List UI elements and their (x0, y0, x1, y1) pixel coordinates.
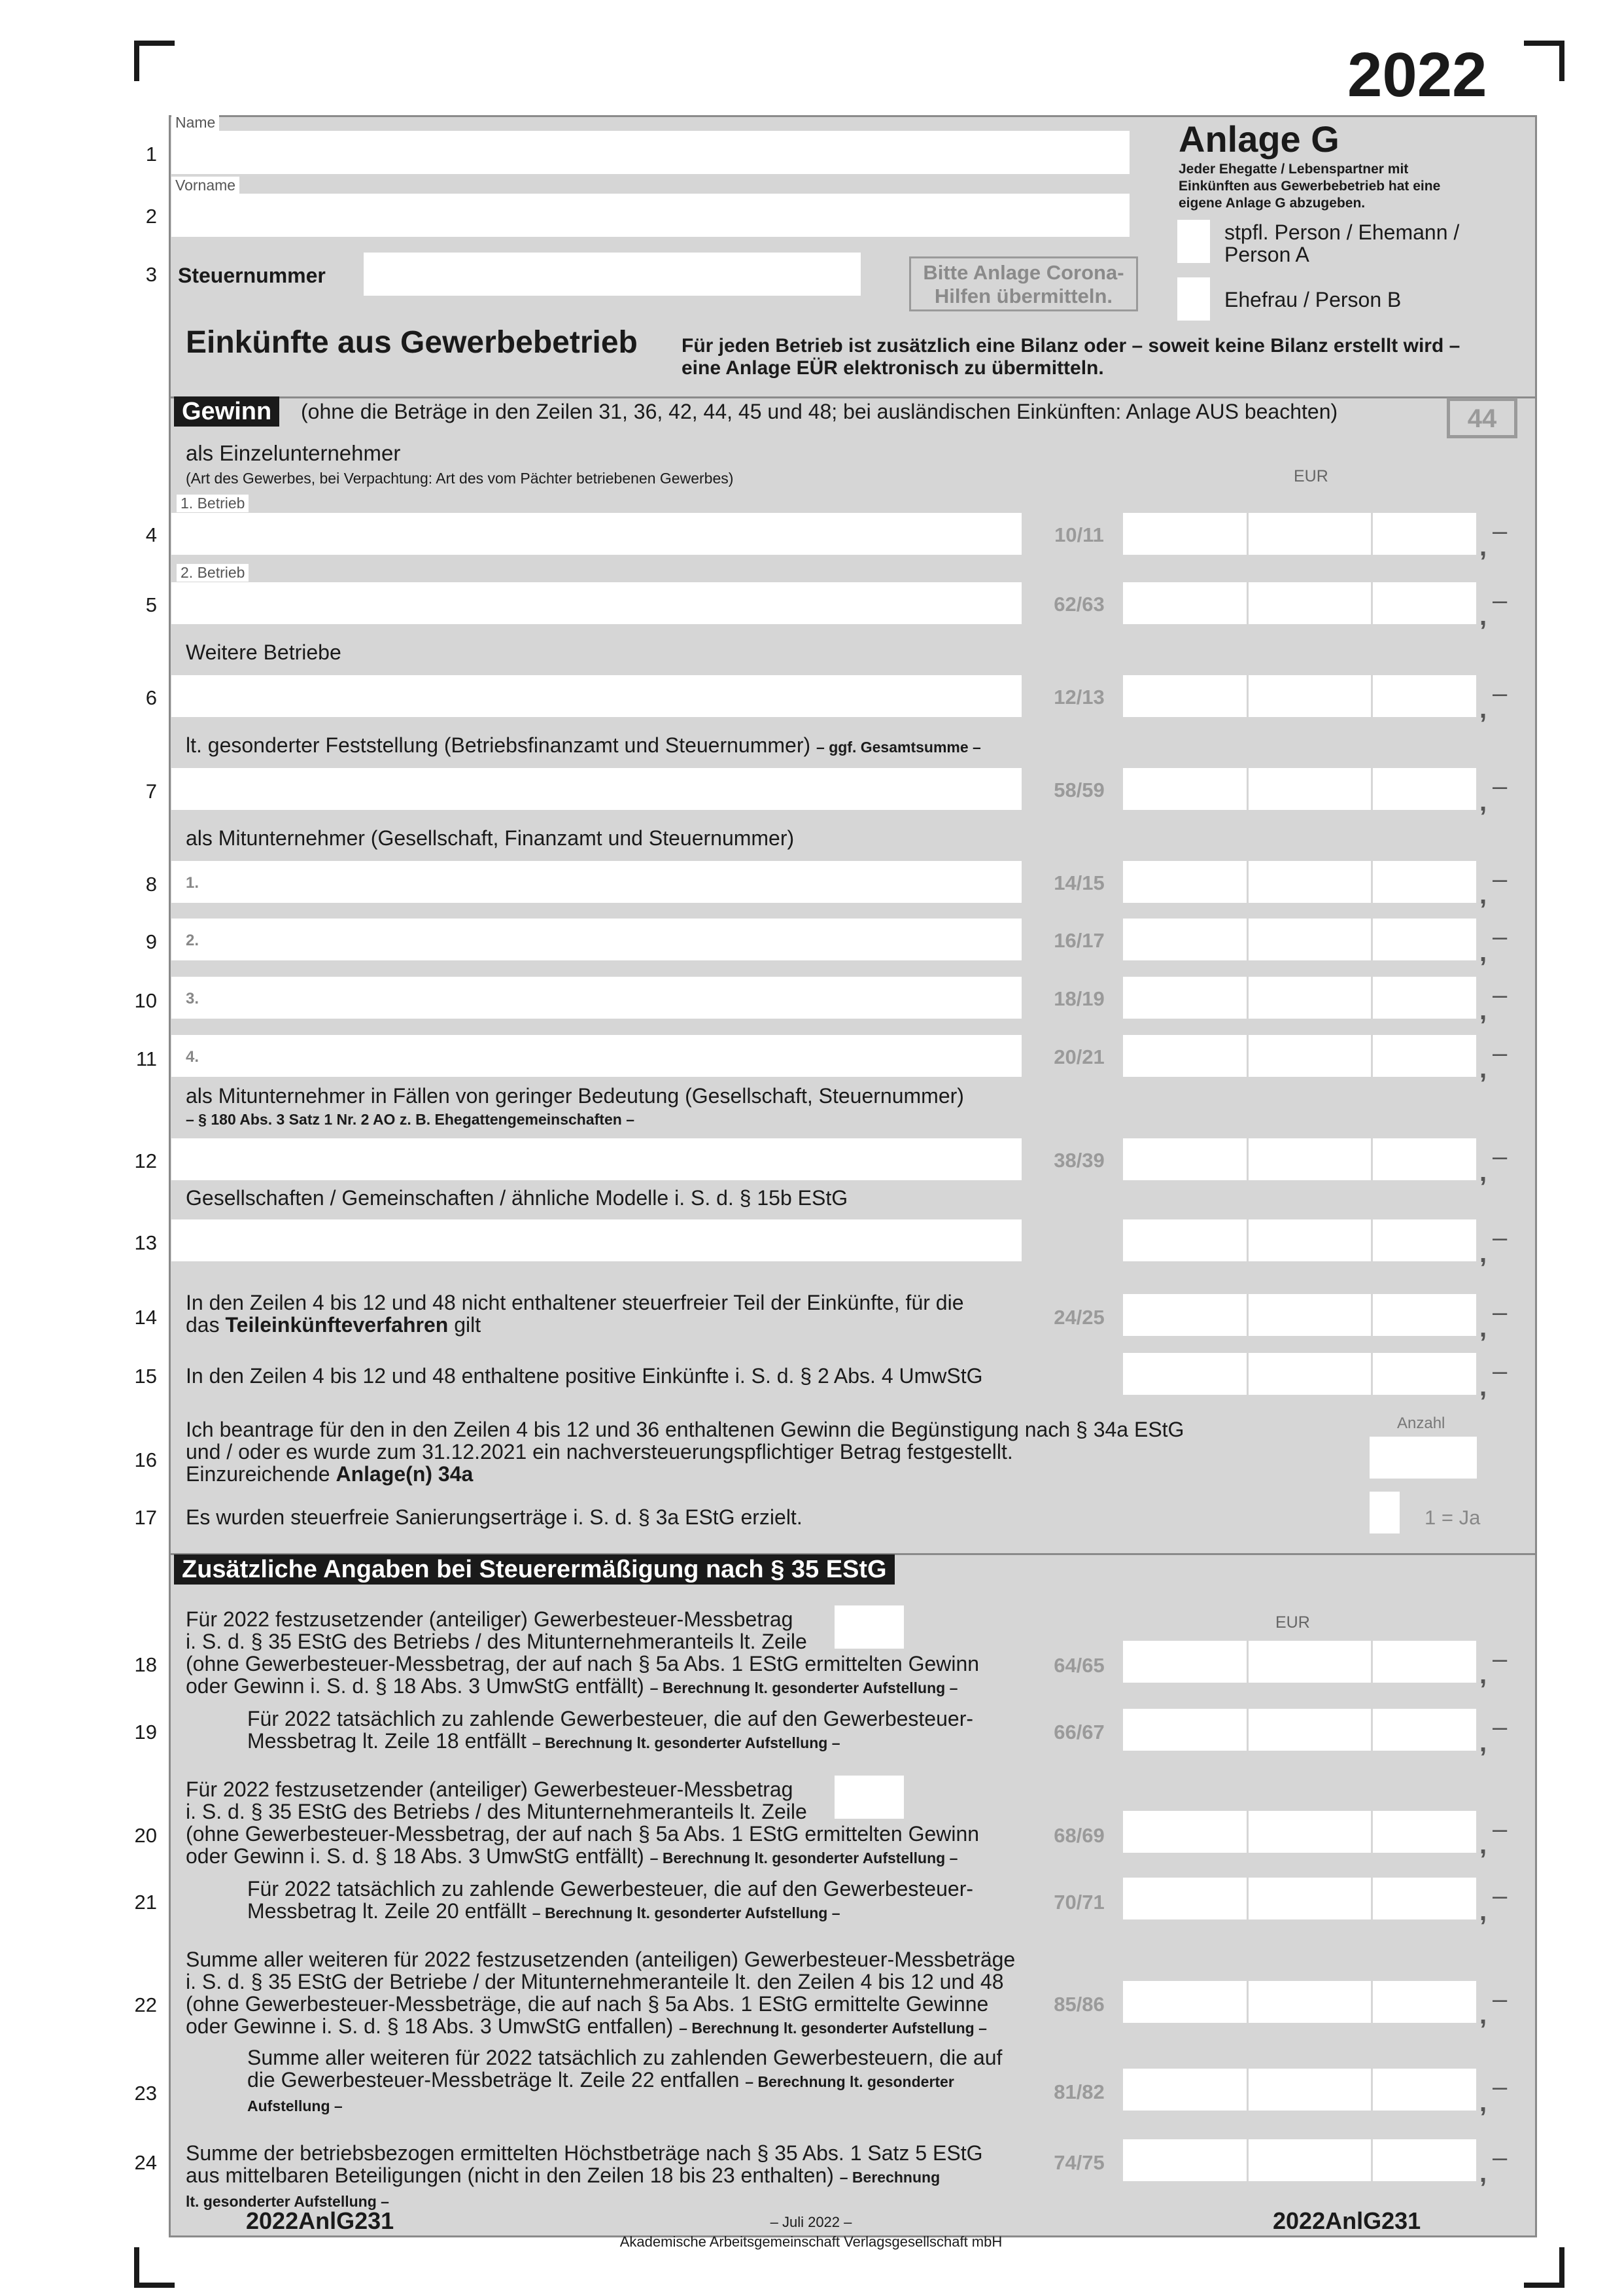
row-number: 3 (145, 263, 157, 286)
row-number: 21 (134, 1891, 157, 1914)
line17-text: Es wurden steuerfreie Sanierungserträge i. S. d. § 3a EStG erzielt. (186, 1505, 803, 1529)
amount-field[interactable] (1123, 2139, 1476, 2181)
code-box: 44 (1447, 398, 1517, 438)
weitere-label: Weitere Betriebe (186, 640, 341, 664)
row-number: 23 (134, 2082, 157, 2105)
row-number: 13 (134, 1231, 157, 1254)
divider (169, 396, 1537, 398)
line15-text: In den Zeilen 4 bis 12 und 48 enthaltene positive Einkünfte i. S. d. § 2 Abs. 4 UmwStG (186, 1364, 983, 1388)
row-number: 7 (145, 780, 157, 803)
kennzahl: 12/13 (1054, 686, 1105, 709)
amount-field[interactable] (1123, 1641, 1476, 1683)
gesellschaften-input[interactable] (171, 1219, 1022, 1261)
row-number: 17 (134, 1506, 157, 1529)
amount-field[interactable] (1123, 1981, 1476, 2023)
kennzahl: 81/82 (1054, 2080, 1105, 2103)
geringe-label: als Mitunternehmer in Fällen von geringer Bedeutung (Gesellschaft, Steuernummer) (186, 1084, 964, 1108)
zeile-ref-input[interactable] (835, 1605, 904, 1649)
mitunternehmer-4-label: 4. (186, 1048, 199, 1066)
form-code-left: 2022AnlG231 (246, 2207, 394, 2234)
kennzahl: 66/67 (1054, 1721, 1105, 1743)
mitunternehmer-label: als Mitunternehmer (Gesellschaft, Finanzamt und Steuernummer) (186, 826, 795, 850)
form-code-right: 2022AnlG231 (1273, 2207, 1421, 2234)
row-number: 18 (134, 1653, 157, 1676)
kennzahl: 14/15 (1054, 871, 1105, 894)
sanierung-checkbox[interactable] (1370, 1492, 1400, 1533)
row-number: 6 (145, 686, 157, 709)
line16-text: Ich beantrage für den in den Zeilen 4 bis 12 und 36 enthaltenen Gewinn die Begünstigung nach § 34a EStG und / oder es wurde zum 31.12.2021 ein nachversteuerungspflichtiger Betrag festgestellt. Einzureichende Anlage(n) 34a (186, 1418, 1184, 1486)
amount-field[interactable] (1123, 1219, 1476, 1261)
vorname-input[interactable] (171, 194, 1130, 237)
amount-field[interactable] (1123, 675, 1476, 717)
amount-field[interactable] (1123, 582, 1476, 624)
kennzahl: 20/21 (1054, 1045, 1105, 1068)
einzel-heading: als Einzelunternehmer (186, 441, 401, 465)
amount-field[interactable] (1123, 768, 1476, 810)
footer-publisher: Akademische Arbeitsgemeinschaft Verlagsgesellschaft mbH (619, 2234, 1003, 2250)
mitunternehmer-1-label: 1. (186, 874, 199, 892)
row-number: 16 (134, 1448, 157, 1471)
kennzahl: 62/63 (1054, 593, 1105, 616)
crop-mark-top-right (1524, 41, 1564, 81)
amount-field[interactable] (1123, 2069, 1476, 2111)
line24-text: Summe der betriebsbezogen ermittelten Höchstbeträge nach § 35 Abs. 1 Satz 5 EStG aus mittelbaren Beteiligungen (nicht in den Zeilen 18 bis 23 enthalten) – Berechnung lt. gesonderter Aufstellung – (186, 2141, 983, 2210)
einzel-sub: (Art des Gewerbes, bei Verpachtung: Art des vom Pächter betriebenen Gewerbes) (186, 470, 734, 487)
row-number: 2 (145, 205, 157, 228)
amount-field[interactable] (1123, 1353, 1476, 1395)
kennzahl: 58/59 (1054, 779, 1105, 801)
kennzahl: 38/39 (1054, 1149, 1105, 1172)
amount-field[interactable] (1123, 861, 1476, 903)
main-title: Einkünfte aus Gewerbebetrieb (186, 325, 638, 360)
feststellung-input[interactable] (171, 768, 1022, 810)
person-b-checkbox[interactable] (1177, 277, 1210, 321)
corona-notice: Bitte Anlage Corona-Hilfen übermitteln. (909, 256, 1138, 311)
betrieb2-label: 2. Betrieb (177, 564, 249, 582)
feststellung-label: lt. gesonderter Feststellung (Betriebsfinanzamt und Steuernummer) – ggf. Gesamtsumme – (186, 733, 981, 757)
person-b-label: Ehefrau / Person B (1224, 288, 1402, 311)
row-number: 22 (134, 1993, 157, 2016)
geringe-small: – § 180 Abs. 3 Satz 1 Nr. 2 AO z. B. Ehegattengemeinschaften – (186, 1111, 634, 1128)
row-number: 20 (134, 1824, 157, 1847)
kennzahl: 16/17 (1054, 929, 1105, 952)
anlage-title: Anlage G (1179, 118, 1339, 160)
person-a-label: stpfl. Person / Ehemann / Person A (1224, 220, 1460, 266)
ja-label: 1 = Ja (1425, 1506, 1481, 1529)
weitere-input[interactable] (171, 675, 1022, 717)
mitunternehmer-4-input[interactable] (171, 1035, 1022, 1077)
amount-field[interactable] (1123, 513, 1476, 555)
row-number: 19 (134, 1721, 157, 1743)
row-number: 12 (134, 1149, 157, 1172)
amount-field[interactable] (1123, 1035, 1476, 1077)
kennzahl: 74/75 (1054, 2151, 1105, 2174)
gewinn-tab: Gewinn (174, 396, 279, 427)
anzahl-input[interactable] (1370, 1437, 1477, 1479)
line20-text: Für 2022 festzusetzender (anteiliger) Gewerbesteuer-Messbetrag i. S. d. § 35 EStG des Betriebs / des Mitunternehmeranteils lt. Zeile (ohne Gewerbesteuer-Messbetrag, der auf nach § 5a Abs. 1 EStG ermittelten Gewinn oder Gewinn i. S. d. § 18 Abs. 3 UmwStG entfällt) – Berechnung lt. gesonderter Aufstellung – (186, 1778, 980, 1868)
line14-text: In den Zeilen 4 bis 12 und 48 nicht enthaltener steuerfreier Teil der Einkünfte, für die das Teileinkünfteverfahren gilt (186, 1291, 964, 1337)
amount-field[interactable] (1123, 1138, 1476, 1180)
row-number: 8 (145, 873, 157, 896)
crop-mark-bottom-left (134, 2247, 175, 2288)
footer-date: – Juli 2022 – (770, 2214, 852, 2230)
kennzahl: 70/71 (1054, 1891, 1105, 1914)
row-number: 4 (145, 523, 157, 546)
steuernummer-label: Steuernummer (178, 264, 326, 287)
mitunternehmer-3-label: 3. (186, 990, 199, 1007)
person-a-checkbox[interactable] (1177, 220, 1210, 263)
amount-field[interactable] (1123, 1294, 1476, 1336)
kennzahl: 24/25 (1054, 1306, 1105, 1329)
line21-text: Für 2022 tatsächlich zu zahlende Gewerbesteuer, die auf den Gewerbesteuer- Messbetrag lt. Zeile 20 entfällt – Berechnung lt. gesonderter Aufstellung – (247, 1877, 973, 1923)
eur-label: EUR (1294, 467, 1328, 485)
vorname-label: Vorname (171, 177, 239, 194)
row-number: 14 (134, 1306, 157, 1329)
name-input[interactable] (171, 131, 1130, 174)
line22-text: Summe aller weiteren für 2022 festzusetzenden (anteiligen) Gewerbesteuer-Messbeträge i. S. d. § 35 EStG der Betriebe / der Mitunternehmeranteile lt. den Zeilen 4 bis 12 und 48 (ohne Gewerbesteuer-Messbeträge, die auf nach § 5a Abs. 1 EStG ermittelte Gewinne oder Gewinne i. S. d. § 18 Abs. 3 UmwStG entfallen) – Berechnung lt. gesonderter Aufstellung – (186, 1948, 1016, 2038)
row-number: 5 (145, 593, 157, 616)
row-number: 10 (134, 989, 157, 1012)
kennzahl: 85/86 (1054, 1993, 1105, 2016)
anzahl-label: Anzahl (1397, 1414, 1445, 1432)
eur-label: EUR (1275, 1613, 1310, 1632)
betrieb1-input[interactable] (171, 513, 1022, 555)
main-note: Für jeden Betrieb ist zusätzlich eine Bilanz oder – soweit keine Bilanz erstellt wird – eine Anlage EÜR elektronisch zu übermitteln. (682, 335, 1460, 379)
kennzahl: 68/69 (1054, 1824, 1105, 1847)
geringe-input[interactable] (171, 1138, 1022, 1180)
mitunternehmer-3-input[interactable] (171, 977, 1022, 1019)
row-number: 9 (145, 930, 157, 953)
amount-field[interactable] (1123, 977, 1476, 1019)
kennzahl: 18/19 (1054, 987, 1105, 1010)
mitunternehmer-2-input[interactable] (171, 919, 1022, 960)
amount-field[interactable] (1123, 1709, 1476, 1751)
anlage-note: Jeder Ehegatte / Lebenspartner mit Einkünften aus Gewerbebetrieb hat eine eigene Anlage G abzugeben. (1179, 162, 1441, 211)
amount-field[interactable] (1123, 919, 1476, 960)
kennzahl: 10/11 (1054, 523, 1104, 546)
betrieb1-label: 1. Betrieb (177, 495, 249, 512)
line19-text: Für 2022 tatsächlich zu zahlende Gewerbesteuer, die auf den Gewerbesteuer- Messbetrag lt. Zeile 18 entfällt – Berechnung lt. gesonderter Aufstellung – (247, 1707, 973, 1753)
amount-field[interactable] (1123, 1878, 1476, 1919)
mitunternehmer-2-label: 2. (186, 932, 199, 949)
kennzahl: 64/65 (1054, 1654, 1105, 1677)
line18-text: Für 2022 festzusetzender (anteiliger) Gewerbesteuer-Messbetrag i. S. d. § 35 EStG des Betriebs / des Mitunternehmeranteils lt. Zeile (ohne Gewerbesteuer-Messbetrag, der auf nach § 5a Abs. 1 EStG ermittelten Gewinn oder Gewinn i. S. d. § 18 Abs. 3 UmwStG entfällt) – Berechnung lt. gesonderter Aufstellung – (186, 1607, 980, 1698)
row-number: 24 (134, 2151, 157, 2174)
betrieb2-input[interactable] (171, 582, 1022, 624)
row-number: 1 (145, 143, 157, 166)
amount-field[interactable] (1123, 1811, 1476, 1853)
line23-text: Summe aller weiteren für 2022 tatsächlich zu zahlenden Gewerbesteuern, die auf die Gewerbesteuer-Messbeträge lt. Zeile 22 entfallen – Berechnung lt. gesonderter Aufstellung – (247, 2046, 1003, 2114)
crop-mark-top-left (134, 41, 175, 81)
gewinn-note: (ohne die Beträge in den Zeilen 31, 36, 42, 44, 45 und 48; bei ausländischen Einkünften: Anlage AUS beachten) (301, 400, 1338, 423)
steuer-tab: Zusätzliche Angaben bei Steuerermäßigung nach § 35 EStG (174, 1554, 895, 1585)
row-number: 15 (134, 1365, 157, 1388)
mitunternehmer-1-input[interactable] (171, 861, 1022, 903)
steuernummer-input[interactable] (364, 253, 861, 296)
name-label: Name (171, 114, 219, 131)
row-number: 11 (135, 1047, 157, 1070)
form-year: 2022 (1347, 40, 1487, 110)
gesellschaften-label: Gesellschaften / Gemeinschaften / ähnliche Modelle i. S. d. § 15b EStG (186, 1186, 848, 1210)
zeile-ref-input[interactable] (835, 1776, 904, 1819)
crop-mark-bottom-right (1524, 2247, 1564, 2288)
